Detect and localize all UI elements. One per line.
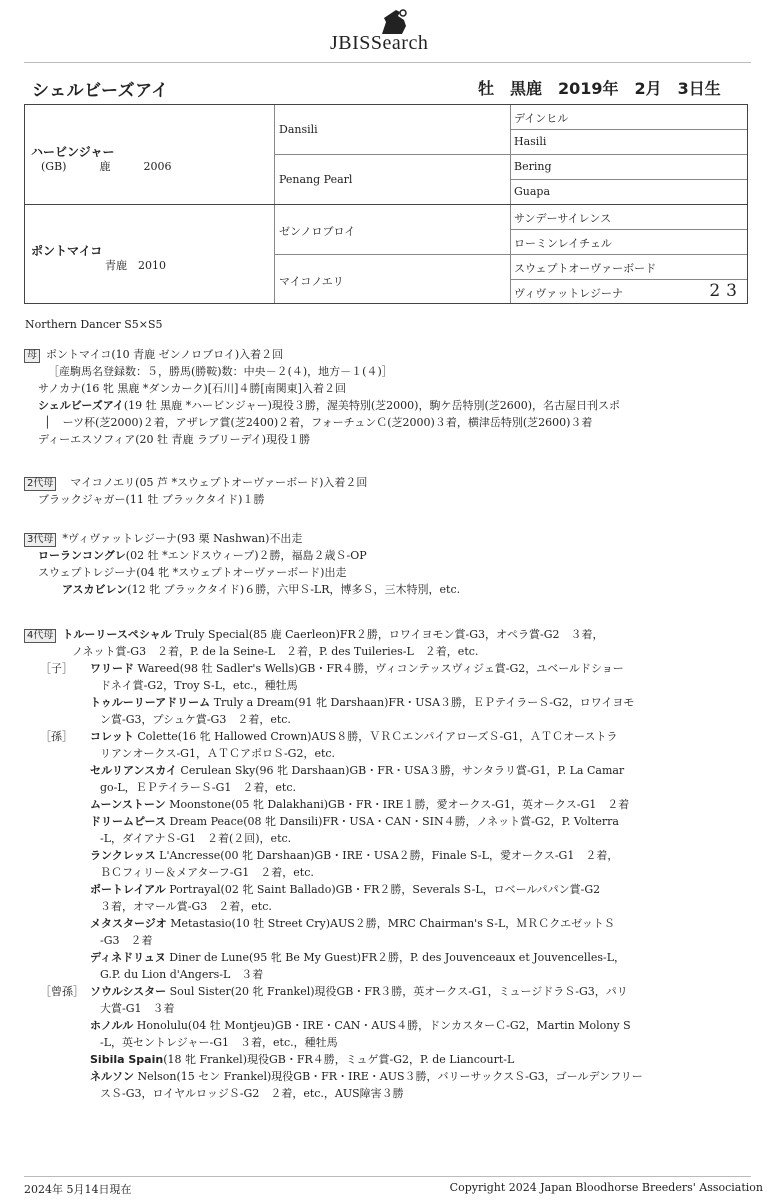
progeny-name[interactable]: ドリームピース: [90, 815, 167, 828]
dam-record: ポントマイコ(10 青鹿 ゼンノロブロイ)入着２回: [46, 348, 284, 361]
dam-progeny-stats: ［産駒馬名登録数：５，勝馬(勝鞍)数：中央－２(４)，地方－１(４)］: [48, 365, 393, 378]
progeny-record: Truly Special(85 鹿 Caerleon)FR２勝，ロワイヨモン賞-G3，オペラ賞-G2 ３着，: [175, 628, 604, 641]
dam-dam[interactable]: マイコノエリ: [279, 275, 344, 288]
copyright: Copyright 2024 Japan Bloodhorse Breeders' Association: [449, 1181, 763, 1194]
progeny-name[interactable]: セルリアンスカイ: [90, 764, 177, 777]
third-dam-section: [24, 530, 754, 598]
progeny-name[interactable]: Sibila Spain: [90, 1053, 164, 1066]
sire-dam[interactable]: Penang Pearl: [279, 173, 353, 186]
generation-label: ［孫］: [40, 730, 73, 743]
sire-sire[interactable]: Dansili: [279, 123, 318, 136]
inbreeding-note: Northern Dancer S5×S5: [25, 318, 163, 331]
progeny-record: Wareed(98 牡 Sadler's Wells)GB・FR４勝，ヴィコンテッスヴィジェ賞-G2，ユベールドショー: [137, 662, 624, 675]
second-dam-record: マイコノエリ(05 芦 *スウェプトオーヴァーボード)入着２回: [70, 476, 368, 489]
progeny-entry: [24, 762, 754, 779]
progeny-entry: [24, 694, 754, 711]
progeny-record: go-L，ＥＰテイラーＳ-G1 ２着，etc.: [100, 781, 297, 794]
progeny-entry: サノカナ(16 牝 黒鹿 *ダンカーク)[石川]４勝[南関東]入着２回: [38, 382, 346, 395]
progeny-record: -L，英セントレジャー-G1 ３着，etc.，種牡馬: [100, 1036, 338, 1049]
logo-text: JBISSearch: [330, 32, 429, 54]
progeny-entry: [24, 1017, 754, 1034]
progeny-entry: スウェプトレジーナ(04 牝 *スウェプトオーヴァーボード)出走: [38, 566, 347, 579]
g3-ancestor[interactable]: サンデーサイレンス: [514, 212, 612, 225]
progeny-name[interactable]: ソウルシスター: [90, 985, 167, 998]
progeny-name[interactable]: アスカビレン: [62, 583, 128, 596]
progeny-record: ノネット賞-G3 ２着，P. de la Seine-L ２着，P. des Tuileries-L ２着，etc.: [72, 645, 479, 658]
generation-label: ［曾孫］: [40, 985, 84, 998]
progeny-record: Dream Peace(08 牝 Dansili)FR・USA・CAN・SIN４勝，ノネット賞-G2，P. Volterra: [169, 815, 619, 828]
progeny-entry: ディーエスソフィア(20 牡 青鹿 ラブリーデイ)現役１勝: [38, 433, 311, 446]
progeny-name[interactable]: ムーンストーン: [90, 798, 166, 811]
progeny-record: リアンオークス-G1，ＡＴＣアポロＳ-G2，etc.: [100, 747, 336, 760]
progeny-name[interactable]: メタスタージオ: [90, 917, 167, 930]
progeny-record: Diner de Lune(95 牝 Be My Guest)FR２勝，P. des Jouvenceaux et Jouvencelles-L，: [169, 951, 626, 964]
sire-name[interactable]: ハービンジャー: [31, 145, 115, 159]
progeny-name[interactable]: トルーリースペシャル: [62, 628, 172, 641]
dam-sire[interactable]: ゼンノロブロイ: [279, 225, 356, 238]
progeny-record: スＳ-G3，ロイヤルロッジＳ-G2 ２着，etc.，AUS障害３勝: [100, 1087, 404, 1100]
progeny-record: Moonstone(05 牝 Dalakhani)GB・FR・IRE１勝，愛オークス-G1，英オークス-G1 ２着: [169, 798, 630, 811]
progeny-name[interactable]: コレット: [90, 730, 134, 743]
progeny-record: Portrayal(02 牝 Saint Ballado)GB・FR２勝，Severals S-L，ロベールパパン賞-G2: [169, 883, 601, 896]
generation-label: ［子］: [40, 662, 73, 675]
progeny-entry: [24, 581, 754, 598]
progeny-name[interactable]: ローランコングレ: [38, 549, 126, 562]
horse-name: シェルビーズアイ: [32, 81, 169, 101]
fourth-dam-section: [24, 626, 754, 1102]
progeny-record: G.P. du Lion d'Angers-L ３着: [100, 968, 264, 981]
progeny-record: Nelson(15 セン Frankel)現役GB・FR・IRE・AUS３勝，バリーサックスＳ-G3，ゴールデンフリー: [137, 1070, 643, 1083]
progeny-name[interactable]: ディネドリュヌ: [90, 951, 166, 964]
g3-ancestor[interactable]: Hasili: [514, 135, 547, 148]
section-tag: 2代母: [24, 477, 56, 491]
progeny-entry: [24, 728, 754, 745]
dam-details: 青鹿 2010: [105, 259, 166, 272]
progeny-entry: [24, 660, 754, 677]
progeny-record: Truly a Dream(91 牝 Darshaan)FR・USA３勝，ＥＰテイラーＳ-G2，ロワイヨモ: [213, 696, 635, 709]
g3-ancestor[interactable]: スウェプトオーヴァーボード: [514, 262, 657, 275]
progeny-record-cont: │ ーツ杯(芝2000)２着，アザレア賞(芝2400)２着，フォーチュンＣ(芝2000)３着，横津岳特別(芝2600)３着: [44, 416, 593, 429]
progeny-name[interactable]: ホノルル: [90, 1019, 134, 1032]
progeny-entry: [24, 847, 754, 864]
progeny-entry: [24, 796, 754, 813]
footer-divider: [24, 1176, 751, 1177]
section-tag: 母: [24, 349, 40, 363]
g3-ancestor[interactable]: デインヒル: [514, 112, 569, 125]
g3-ancestor[interactable]: Bering: [514, 160, 552, 173]
progeny-record: 大賞-G1 ３着: [100, 1002, 175, 1015]
progeny-name[interactable]: ワリード: [90, 662, 134, 675]
pedigree-table: [24, 104, 748, 304]
second-dam-section: [24, 474, 754, 508]
section-tag: 3代母: [24, 533, 56, 547]
progeny-record: Cerulean Sky(96 牝 Darshaan)GB・FR・USA３勝，サンタラリ賞-G1，P. La Camar: [180, 764, 625, 777]
g3-ancestor[interactable]: ローミンレイチェル: [514, 237, 612, 250]
progeny-record: (19 牡 黒鹿 *ハービンジャー)現役３勝，渥美特別(芝2000)，駒ケ岳特別(芝2600)，名古屋日刊スポ: [123, 399, 621, 412]
dam-section: [24, 346, 754, 448]
progeny-entry: [24, 813, 754, 830]
progeny-record: Metastasio(10 牡 Street Cry)AUS２勝，MRC Chairman's S-L，ＭＲＣクエゼットＳ: [170, 917, 615, 930]
progeny-name[interactable]: ポートレイアル: [90, 883, 166, 896]
progeny-record: Colette(16 牝 Hallowed Crown)AUS８勝，ＶＲＣエンパイアローズＳ-G1，ＡＴＣオーストラ: [137, 730, 618, 743]
header-divider: [24, 62, 751, 63]
progeny-record: ン賞-G3，プシュケ賞-G3 ２着，etc.: [100, 713, 291, 726]
progeny-entry: [24, 397, 754, 414]
progeny-name[interactable]: ランクレッス: [90, 849, 156, 862]
progeny-record: (02 牡 *エンドスウィープ)２勝，福島２歳Ｓ-OP: [125, 549, 367, 562]
sire-details: (GB) 鹿 2006: [41, 160, 172, 173]
dam-name[interactable]: ポントマイコ: [31, 244, 103, 258]
horse-info: 牡 黒鹿 2019年 2月 3日生: [478, 79, 721, 98]
progeny-record-line: ーツ杯(芝2000)２着，アザレア賞(芝2400)２着，フォーチュンＣ(芝2000)３着，横津岳特別(芝2600)３着: [62, 416, 593, 429]
progeny-entry: [24, 915, 754, 932]
progeny-record: ドネイ賞-G2，Troy S-L，etc.，種牡馬: [100, 679, 298, 692]
progeny-record: (18 牝 Frankel)現役GB・FR４勝，ミュゲ賞-G2，P. de Liancourt-L: [163, 1053, 515, 1066]
progeny-entry: [24, 983, 754, 1000]
family-number: 23: [709, 281, 743, 301]
progeny-entry: ブラックジャガー(11 牡 ブラックタイド)１勝: [38, 493, 265, 506]
progeny-record: -G3 ２着: [100, 934, 153, 947]
progeny-record: Soul Sister(20 牝 Frankel)現役GB・FR３勝，英オークス-G1，ミュージドラＳ-G3，パリ: [169, 985, 628, 998]
g3-ancestor[interactable]: ヴィヴァットレジーナ: [514, 287, 623, 300]
progeny-record: -L，ダイアナＳ-G1 ２着(２回)，etc.: [100, 832, 292, 845]
progeny-entry: [24, 547, 754, 564]
third-dam-record: *ヴィヴァットレジーナ(93 栗 Nashwan)不出走: [62, 532, 303, 545]
jbis-search-logo[interactable]: [326, 8, 466, 54]
progeny-entry: [24, 1068, 754, 1085]
progeny-entry: [24, 1051, 754, 1068]
progeny-record: L'Ancresse(00 牝 Darshaan)GB・IRE・USA２勝，Finale S-L，愛オークス-G1 ２着，: [159, 849, 619, 862]
progeny-entry: [24, 881, 754, 898]
progeny-name[interactable]: ネルソン: [90, 1070, 134, 1083]
section-tag: 4代母: [24, 629, 56, 643]
progeny-entry: [24, 949, 754, 966]
report-date: 2024年 5月14日現在: [24, 1183, 132, 1196]
g3-ancestor[interactable]: Guapa: [514, 185, 551, 198]
progeny-record: ＢＣフィリー＆メアターフ-G1 ２着，etc.: [100, 866, 314, 879]
progeny-name[interactable]: シェルビーズアイ: [38, 399, 124, 412]
progeny-record: ３着，オマール賞-G3 ２着，etc.: [100, 900, 272, 913]
progeny-record: Honolulu(04 牡 Montjeu)GB・IRE・CAN・AUS４勝，ドンカスターＣ-G2，Martin Molony S: [136, 1019, 631, 1032]
progeny-record: (12 牝 ブラックタイド)６勝，六甲Ｓ-LR，博多Ｓ，三木特別，etc.: [127, 583, 461, 596]
progeny-name[interactable]: トゥルーリーアドリーム: [90, 696, 211, 709]
